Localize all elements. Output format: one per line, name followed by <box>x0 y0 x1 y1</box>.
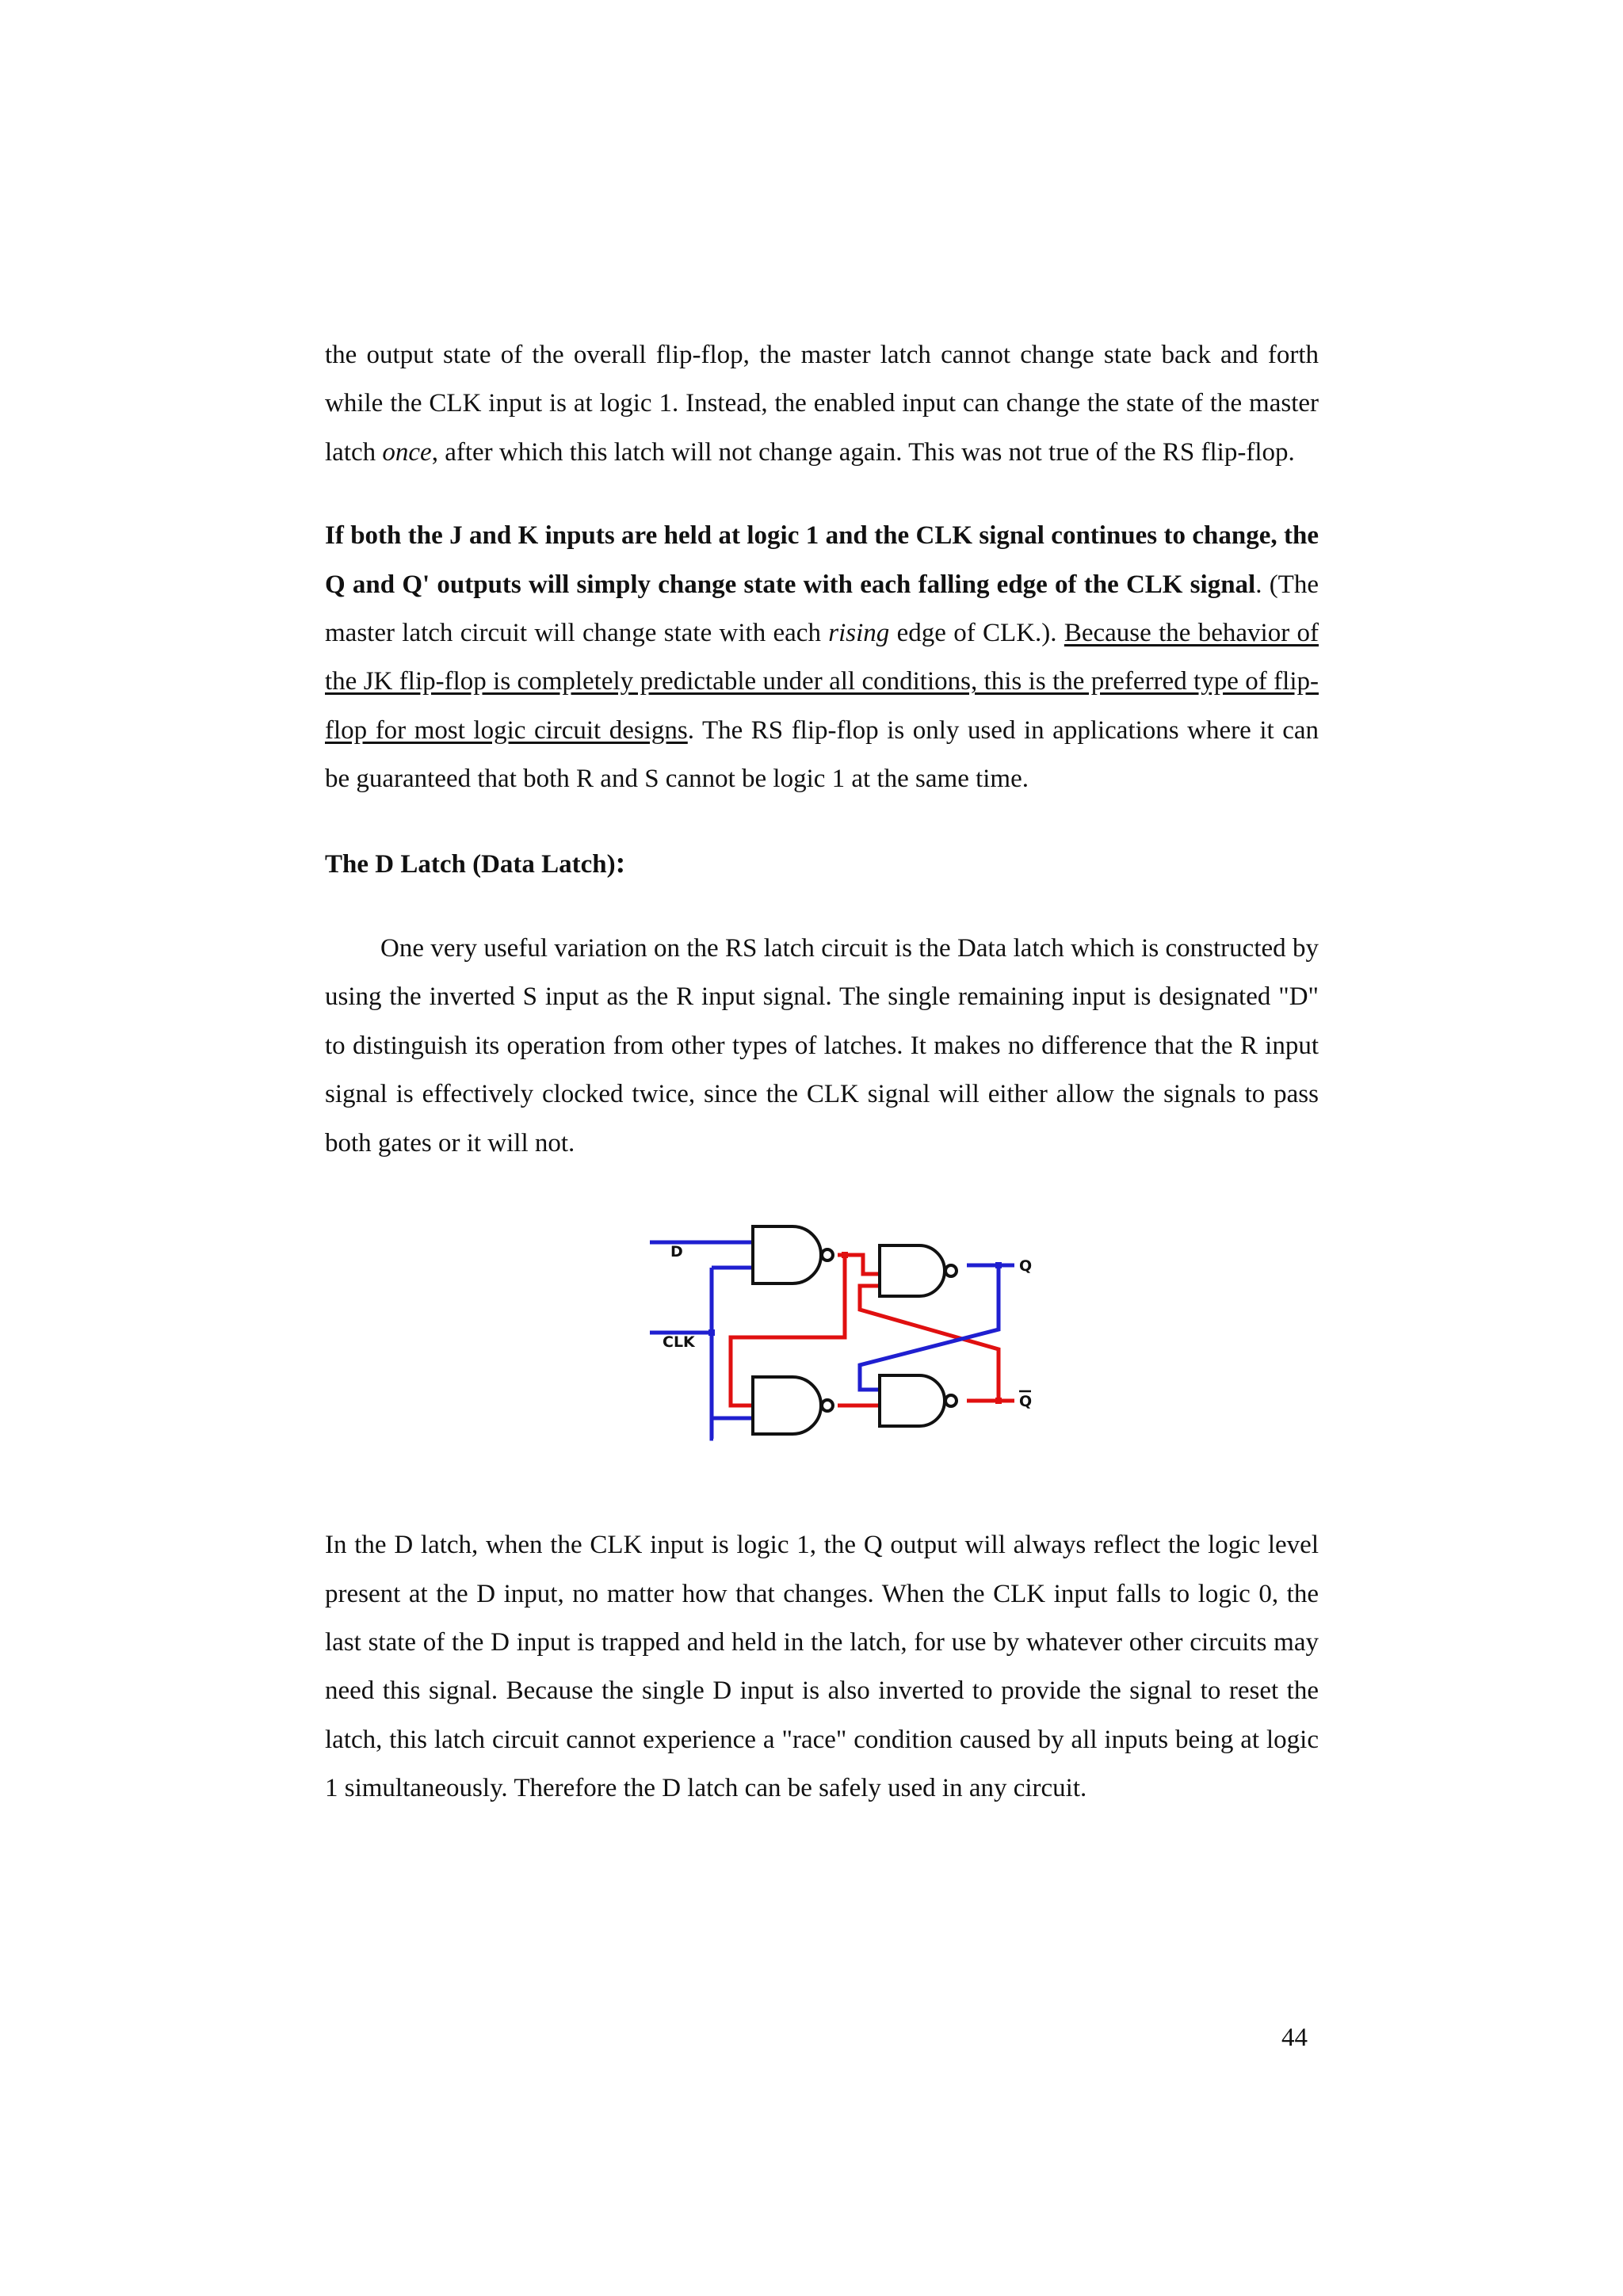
section-heading <box>325 839 1319 889</box>
paragraph-2 <box>325 512 1319 803</box>
paragraph-3: One very useful variation on the RS latch circuit is the Data latch which is constructed by using the inverted S input as the R input signal. The single remaining input is designated "D" to distinguish its operation from other types of latches. It makes no difference that the R input signal is effectively clocked twice, since the CLK signal will either allow the signals to pass both gates or it will not. <box>325 934 1319 1158</box>
section-heading-text: The D Latch (Data Latch) <box>325 849 616 879</box>
paragraph-1-text-end: , after which this latch will not change again. This was not true of the RS flip-flop. <box>431 437 1295 467</box>
inversion-bubble-top-right <box>945 1265 957 1276</box>
page-number: 44 <box>1281 2023 1308 2052</box>
nand-gate-bottom-right <box>880 1375 945 1426</box>
paragraph-1 <box>325 331 1319 477</box>
label-clk: CLK <box>663 1333 695 1352</box>
inversion-bubble-bottom-left <box>822 1400 833 1411</box>
section-heading-colon: : <box>615 845 626 879</box>
junction-q-bar <box>995 1398 1002 1404</box>
paragraph-1-italic: once <box>382 437 432 467</box>
junction-d-inverted <box>842 1252 848 1258</box>
nand-gate-bottom-left <box>753 1377 821 1434</box>
paragraph-1-text: the output state of the overall flip-flop, the master latch cannot change state back and forth while the CLK input is at logic 1. Instead, the enabled input can change the state of the master latch <box>325 341 1319 467</box>
junction-q <box>995 1262 1002 1268</box>
nand-gate-top-right <box>880 1245 945 1296</box>
nand-gate-top-left <box>753 1226 821 1283</box>
inversion-bubble-bottom-right <box>945 1395 957 1406</box>
d-latch-circuit-diagram <box>650 1211 1062 1472</box>
paragraph-4: In the D latch, when the CLK input is logic 1, the Q output will always reflect the logic level present at the D input, no matter how that changes. When the CLK input falls to logic 0, the last state of the D input is trapped and held in the latch, for use by whatever other circuits may need this signal. Because the single D input is also inverted to provide the signal to reset the latch, this latch circuit cannot experience a "race" condition caused by all inputs being at logic 1 simultaneously. Therefore the D latch can be safely used in any circuit. <box>325 1531 1319 1803</box>
junction-clk <box>708 1329 715 1336</box>
label-q-bar: Q <box>1019 1393 1033 1411</box>
paragraph-2-bold: If both the J and K inputs are held at logic 1 and the CLK signal continues to change, the Q and Q' outputs will simply change state with each falling edge of the CLK signal <box>325 521 1319 599</box>
label-q: Q <box>1019 1257 1033 1276</box>
paragraph-2-text-1: . (The master latch circuit will change state with each <box>325 570 1319 648</box>
page-content <box>325 331 1319 1814</box>
paragraph-2-text-2: edge of CLK.). <box>889 619 1064 648</box>
diagram-container <box>325 1211 1319 1472</box>
paragraph-2-underlined: Because the behavior of the JK flip-flop is completely predictable under all conditions, this is the preferred type of flip-flop for most logic circuit designs <box>325 619 1319 745</box>
paragraph-2-text-3: . The RS flip-flop is only used in applications where it can be guaranteed that both R and S cannot be logic 1 at the same time. <box>325 715 1319 794</box>
label-d: D <box>670 1243 683 1261</box>
paragraph-2-italic: rising <box>828 619 890 648</box>
inversion-bubble-top-left <box>822 1249 833 1261</box>
